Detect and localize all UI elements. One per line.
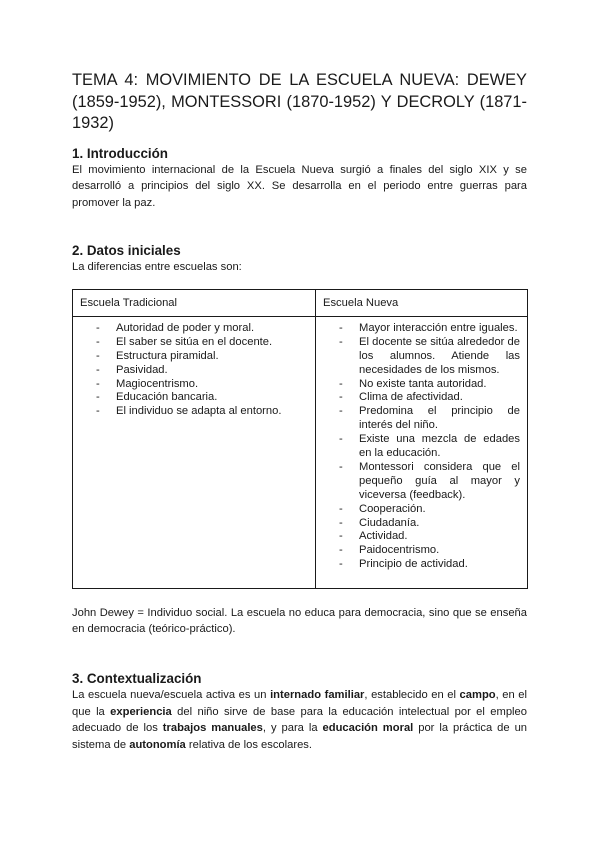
list-item: - Ciudadanía. bbox=[323, 517, 520, 531]
list-item: - Cooperación. bbox=[323, 503, 520, 517]
context-text: relativa de los escolares. bbox=[185, 738, 313, 751]
list-item: - Estructura piramidal. bbox=[80, 350, 308, 364]
header-escuela-nueva: Escuela Nueva bbox=[316, 289, 528, 316]
datos-lead-text: La diferencias entre escuelas son: bbox=[72, 261, 242, 274]
list-item: - Montessori considera que el pequeño guía al mayor y viceversa (feedback). bbox=[323, 461, 520, 503]
context-paragraph bbox=[72, 687, 527, 753]
table-header-row bbox=[73, 289, 528, 316]
context-bold-term: experiencia bbox=[110, 705, 172, 718]
list-item: - Principio de actividad. bbox=[323, 558, 520, 572]
list-item: - El docente se sitúa alrededor de los alumnos. Atiende las necesidades de los mismos. bbox=[323, 336, 520, 378]
context-text: , establecido en el bbox=[364, 689, 460, 702]
list-item: - Clima de afectividad. bbox=[323, 391, 520, 405]
comparison-table bbox=[72, 289, 528, 589]
nueva-list bbox=[323, 322, 520, 572]
list-item: - Autoridad de poder y moral. bbox=[80, 322, 308, 336]
document-page bbox=[72, 70, 527, 753]
context-bold-term: educación moral bbox=[322, 722, 414, 735]
list-item: - Existe una mezcla de edades en la educación. bbox=[323, 433, 520, 461]
list-item: - Actividad. bbox=[323, 530, 520, 544]
header-escuela-tradicional: Escuela Tradicional bbox=[73, 289, 316, 316]
context-bold-term: autonomía bbox=[129, 738, 186, 751]
context-bold-term: trabajos manuales bbox=[162, 722, 263, 735]
list-item: - Educación bancaria. bbox=[80, 391, 308, 405]
table-row bbox=[73, 316, 528, 588]
context-text: , y para la bbox=[262, 722, 323, 735]
list-item: - Predomina el principio de interés del niño. bbox=[323, 405, 520, 433]
section-heading-introduccion: 1. Introducción bbox=[72, 145, 168, 161]
traditional-list bbox=[80, 322, 308, 419]
intro-paragraph: El movimiento internacional de la Escuela Nueva surgió a finales del siglo XIX y se desarrolló a principios del siglo XX. Se desarrolla en el periodo entre guerras para promover la paz. bbox=[72, 163, 527, 209]
section-heading-contextualizacion: 3. Contextualización bbox=[72, 671, 202, 687]
list-item: - El individuo se adapta al entorno. bbox=[80, 405, 308, 419]
nueva-cell bbox=[316, 316, 528, 588]
context-text: , en el que la bbox=[72, 689, 528, 718]
list-item: - No existe tanta autoridad. bbox=[323, 378, 520, 392]
context-text: La escuela nueva/escuela activa es un bbox=[72, 689, 271, 702]
section-heading-datos-iniciales: 2. Datos iniciales bbox=[72, 243, 181, 259]
dewey-note: John Dewey = Individuo social. La escuela no educa para democracia, sino que se enseña en democracia (teórico-práctico). bbox=[72, 606, 527, 636]
context-bold-term: campo bbox=[459, 689, 496, 702]
context-text: por la práctica de un sistema de bbox=[72, 722, 528, 751]
traditional-cell bbox=[73, 316, 316, 588]
list-item: - Mayor interacción entre iguales. bbox=[323, 322, 520, 336]
list-item: - Magiocentrismo. bbox=[80, 378, 308, 392]
list-item: - Paidocentrismo. bbox=[323, 544, 520, 558]
list-item: - El saber se sitúa en el docente. bbox=[80, 336, 308, 350]
context-text: del niño sirve de base para la educación intelectual por el empleo adecuado de los bbox=[72, 705, 527, 735]
list-item: - Pasividad. bbox=[80, 364, 308, 378]
document-title: TEMA 4: MOVIMIENTO DE LA ESCUELA NUEVA: DEWEY (1859-1952), MONTESSORI (1870-1952) Y DECROLY (1871-1932) bbox=[72, 71, 527, 132]
context-bold-term: internado familiar bbox=[270, 689, 365, 702]
